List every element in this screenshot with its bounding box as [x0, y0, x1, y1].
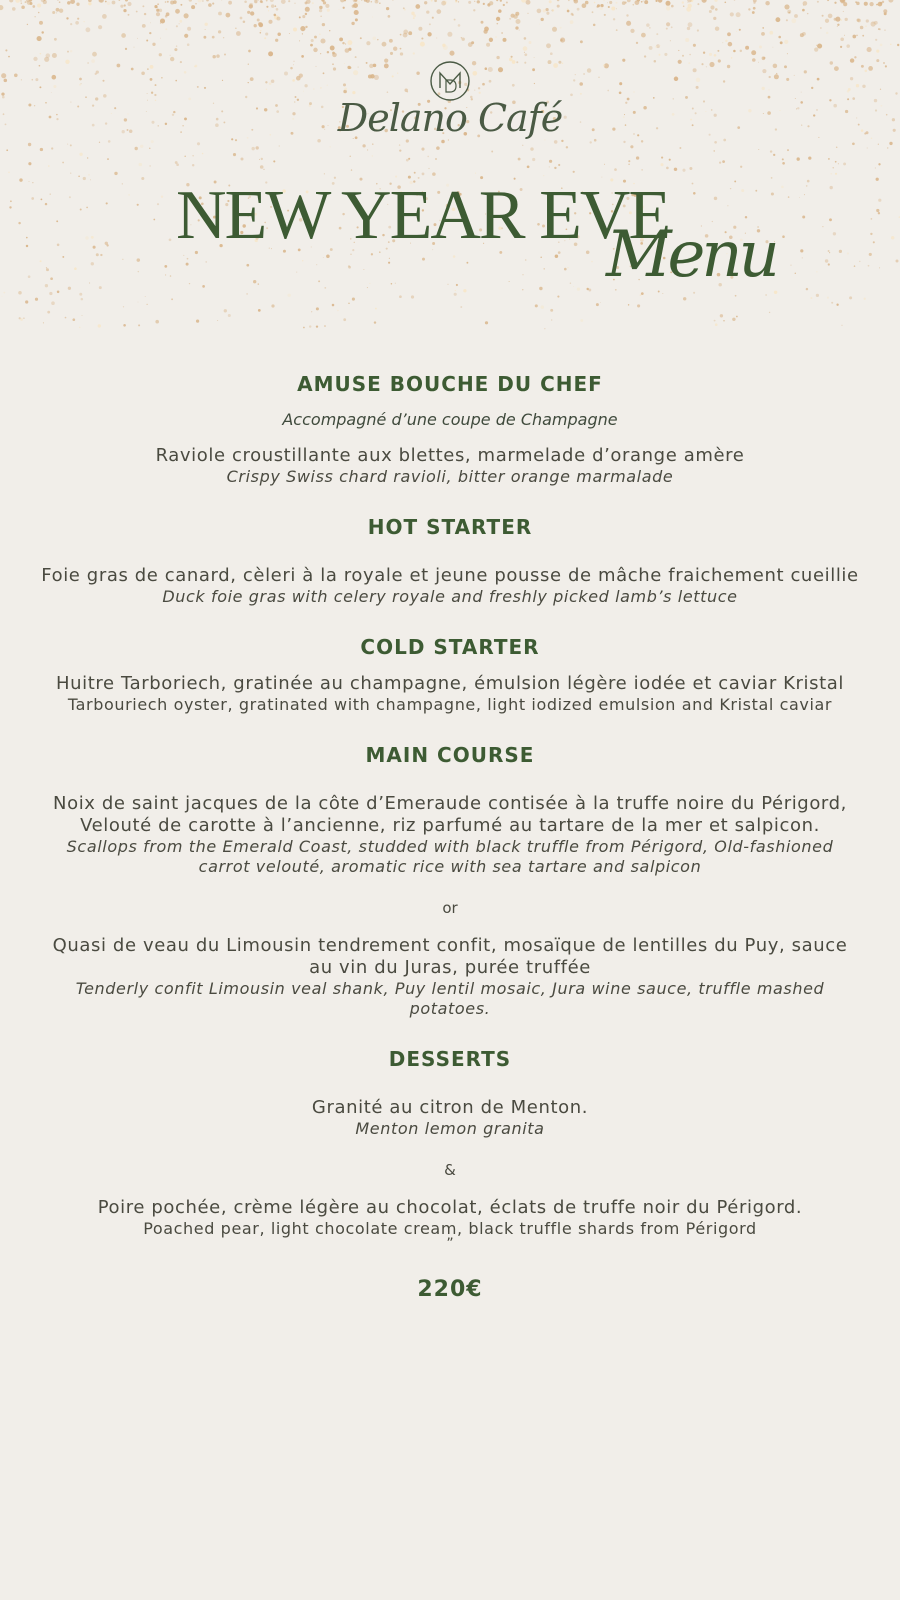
dish-english: Tenderly confit Limousin veal shank, Puy lentil mosaic, Jura wine sauce, truffle mashed potatoes. — [75, 979, 825, 1018]
section-heading: DESSERTS — [388, 1047, 512, 1071]
brand-name: Delano Café — [337, 96, 563, 140]
dessert-granita — [40, 1097, 860, 1139]
section-note: Accompagné d’une coupe de Champagne — [282, 410, 618, 429]
menu-price: 220€ — [417, 1277, 483, 1302]
section-heading: MAIN COURSE — [365, 743, 535, 767]
section-heading: HOT STARTER — [367, 515, 533, 539]
section-desserts — [40, 1047, 860, 1252]
main-dish-veal — [40, 935, 860, 1019]
dish-english: Crispy Swiss chard ravioli, bitter orange marmalade — [226, 467, 674, 486]
section-heading: AMUSE BOUCHE DU CHEF — [297, 372, 603, 396]
dish-french: Poire pochée, crème légère au chocolat, éclats de truffe noir du Périgord. — [97, 1197, 803, 1218]
dish-english: Poached pear, light chocolate cream, black truffle shards from Périgord — [143, 1219, 757, 1238]
section-amuse-bouche — [40, 372, 860, 487]
section-main-course — [40, 743, 860, 1019]
dish-english: Menton lemon granita — [355, 1119, 545, 1138]
menu-content — [40, 372, 860, 1302]
dessert-pear — [40, 1197, 860, 1252]
dish-french: Granité au citron de Menton. — [311, 1097, 589, 1118]
dish-english: Duck foie gras with celery royale and freshly picked lamb’s lettuce — [162, 587, 738, 606]
dish-french: Quasi de veau du Limousin tendrement confit, mosaïque de lentilles du Puy, sauce au vin du Juras, purée truffée — [52, 935, 848, 978]
main-dish-scallops — [40, 793, 860, 877]
or-separator: or — [442, 899, 458, 917]
dish-french: Foie gras de canard, cèleri à la royale et jeune pousse de mâche fraichement cueillie — [41, 565, 859, 586]
section-cold-starter — [40, 635, 860, 715]
and-separator: & — [444, 1161, 456, 1179]
dish-english: Scallops from the Emerald Coast, studded with black truffle from Périgord, Old-fashioned carrot velouté, aromatic rice with sea tartare and salpicon — [66, 837, 834, 876]
section-heading: COLD STARTER — [360, 635, 540, 659]
dish-french: Noix de saint jacques de la côte d’Emeraude contisée à la truffe noire du Périgord, Velouté de carotte à l’ancienne, riz parfumé au tartare de la mer et salpicon. — [53, 793, 847, 836]
page-title-script: Menu — [606, 218, 776, 292]
stray-quote: ” — [446, 1236, 454, 1252]
dish-english: Tarbouriech oyster, gratinated with champagne, light iodized emulsion and Kristal caviar — [67, 695, 833, 714]
dish-french: Huitre Tarboriech, gratinée au champagne, émulsion légère iodée et caviar Kristal — [55, 673, 845, 694]
dish-french: Raviole croustillante aux blettes, marmelade d’orange amère — [155, 445, 745, 466]
page-title: NEW YEAR EVE — [176, 177, 670, 254]
section-hot-starter — [40, 515, 860, 607]
